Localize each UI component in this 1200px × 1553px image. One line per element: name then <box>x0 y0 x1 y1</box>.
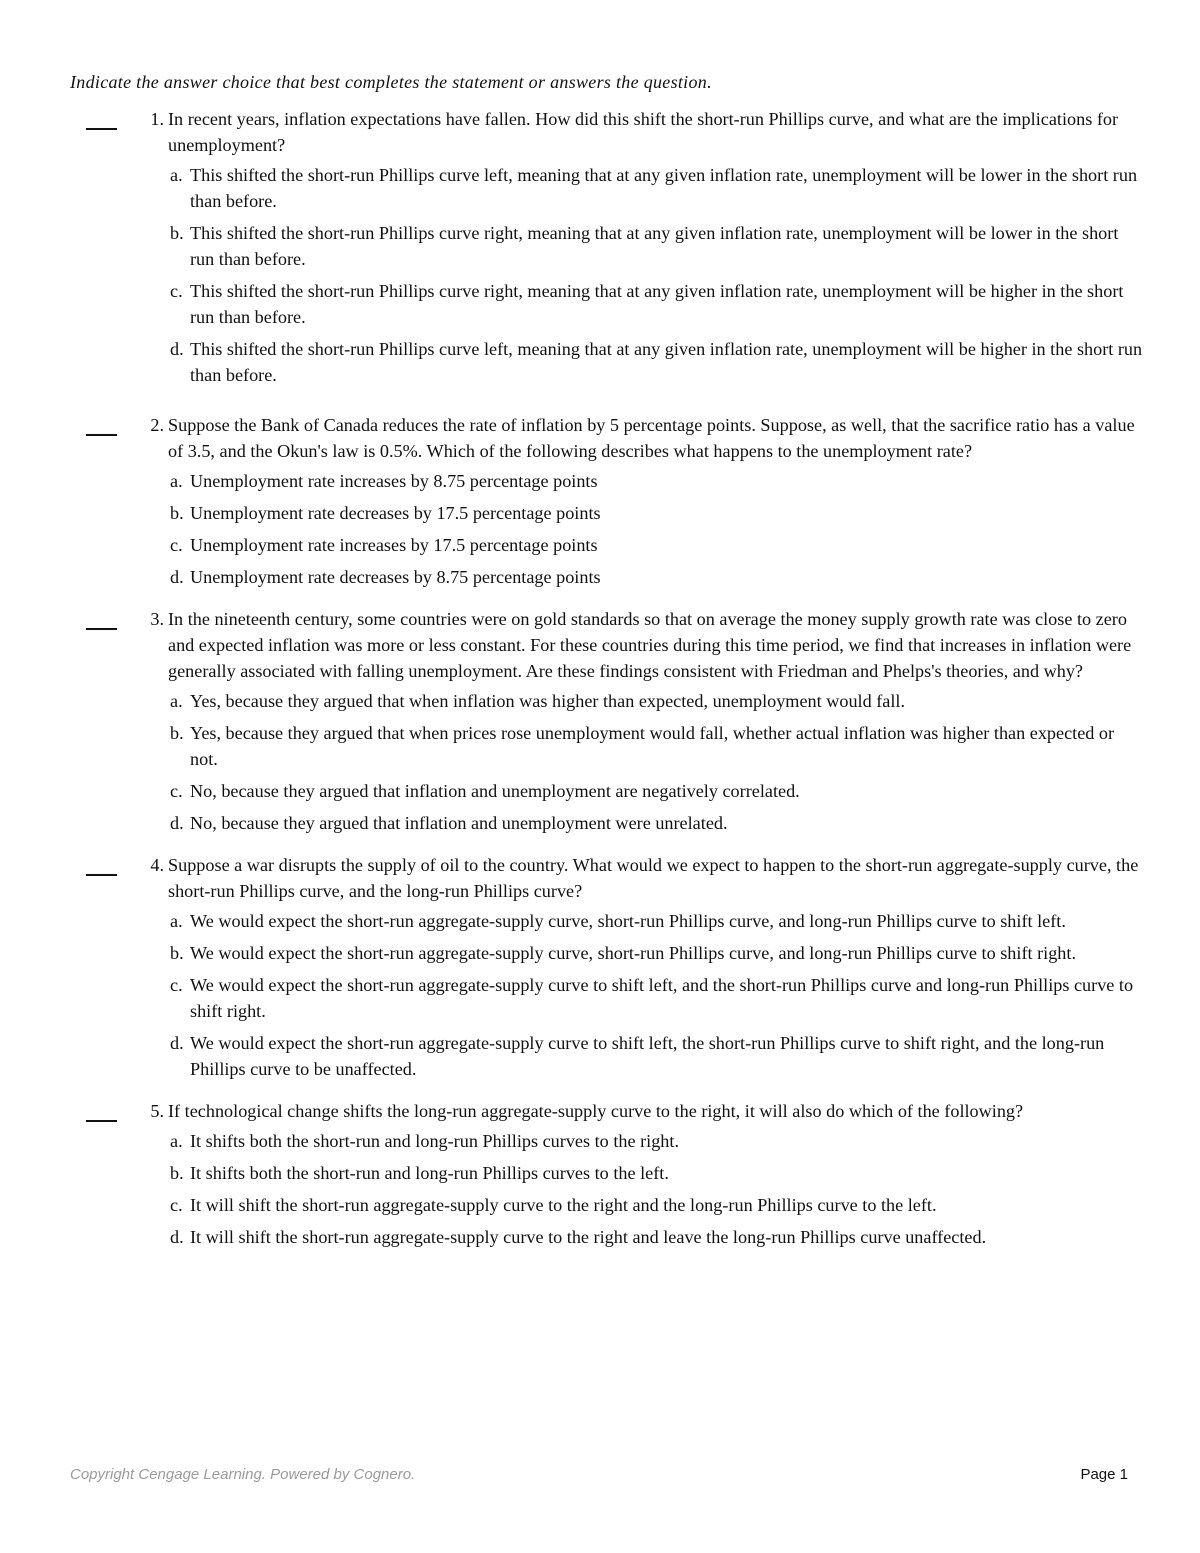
question-5 <box>86 1098 1146 1256</box>
question-body <box>168 852 1146 1088</box>
choice-a <box>168 162 1146 214</box>
choice-letter: b. <box>170 1163 184 1183</box>
question-3 <box>86 606 1146 842</box>
choice-c <box>168 1192 1146 1218</box>
choice-text: This shifted the short-run Phillips curve left, meaning that at any given inflation rate, unemployment will be higher in the short run than before. <box>190 339 1143 385</box>
choice-b <box>168 1160 1146 1186</box>
copyright-notice: Copyright Cengage Learning. Powered by Cognero. <box>70 1466 416 1483</box>
answer-blank[interactable] <box>86 128 117 130</box>
choice-text: We would expect the short-run aggregate-supply curve, short-run Phillips curve, and long-run Phillips curve to shift left. <box>190 911 1066 931</box>
choice-letter: a. <box>170 165 183 185</box>
choice-letter: c. <box>170 1195 183 1215</box>
choice-d <box>168 1224 1146 1250</box>
choice-letter: a. <box>170 1131 183 1151</box>
question-body <box>168 1098 1146 1256</box>
choice-letter: d. <box>170 567 184 587</box>
choice-letter: c. <box>170 781 183 801</box>
choice-text: It shifts both the short-run and long-run Phillips curves to the right. <box>190 1131 679 1151</box>
answer-blank[interactable] <box>86 1120 117 1122</box>
choice-a <box>168 688 1146 714</box>
question-body <box>168 606 1146 842</box>
question-stem: Suppose the Bank of Canada reduces the rate of inflation by 5 percentage points. Suppose, as well, that the sacrifice ratio has a value of 3.5, and the Okun's law is 0.5%. Which of the following describes what happens to the unemployment rate? <box>168 415 1135 461</box>
question-number: 2. <box>150 415 164 435</box>
choice-letter: b. <box>170 723 184 743</box>
choice-text: Unemployment rate increases by 17.5 percentage points <box>190 535 598 555</box>
choice-a <box>168 468 1146 494</box>
choice-text: It will shift the short-run aggregate-supply curve to the right and the long-run Phillips curve to the left. <box>190 1195 937 1215</box>
choice-a <box>168 1128 1146 1154</box>
answer-blank[interactable] <box>86 874 117 876</box>
choice-letter: d. <box>170 813 184 833</box>
choice-text: No, because they argued that inflation and unemployment are negatively correlated. <box>190 781 800 801</box>
choice-letter: d. <box>170 1227 184 1247</box>
question-list <box>86 106 1146 1256</box>
question-stem: In recent years, inflation expectations have fallen. How did this shift the short-run Phillips curve, and what are the implications for unemployment? <box>168 109 1119 155</box>
choice-letter: c. <box>170 281 183 301</box>
answer-blank[interactable] <box>86 434 117 436</box>
choice-b <box>168 500 1146 526</box>
choice-text: We would expect the short-run aggregate-supply curve to shift left, and the short-run Phillips curve and long-run Phillips curve to shift right. <box>190 975 1134 1021</box>
question-number: 4. <box>150 855 164 875</box>
question-stem: In the nineteenth century, some countries were on gold standards so that on average the money supply growth rate was close to zero and expected inflation was more or less constant. For these countries during this time period, we find that increases in inflation were generally associated with falling unemployment. Are these findings consistent with Friedman and Phelps's theories, and why? <box>168 609 1132 681</box>
choice-a <box>168 908 1146 934</box>
choice-letter: d. <box>170 1033 184 1053</box>
choice-text: Unemployment rate decreases by 8.75 percentage points <box>190 567 601 587</box>
choice-text: It shifts both the short-run and long-run Phillips curves to the left. <box>190 1163 669 1183</box>
choice-c <box>168 278 1146 330</box>
choice-letter: b. <box>170 943 184 963</box>
choice-letter: c. <box>170 535 183 555</box>
question-number: 3. <box>150 609 164 629</box>
choice-text: We would expect the short-run aggregate-supply curve to shift left, the short-run Phillips curve to shift right, and the long-run Phillips curve to be unaffected. <box>190 1033 1105 1079</box>
choice-text: This shifted the short-run Phillips curve right, meaning that at any given inflation rate, unemployment will be higher in the short run than before. <box>190 281 1124 327</box>
choice-text: This shifted the short-run Phillips curve left, meaning that at any given inflation rate, unemployment will be lower in the short run than before. <box>190 165 1138 211</box>
choice-text: Unemployment rate decreases by 17.5 percentage points <box>190 503 601 523</box>
question-2 <box>86 412 1146 596</box>
choice-text: Unemployment rate increases by 8.75 percentage points <box>190 471 598 491</box>
choice-b <box>168 720 1146 772</box>
question-number: 1. <box>150 109 164 129</box>
choice-letter: a. <box>170 471 183 491</box>
answer-blank[interactable] <box>86 628 117 630</box>
choice-c <box>168 778 1146 804</box>
choice-text: This shifted the short-run Phillips curve right, meaning that at any given inflation rate, unemployment will be lower in the short run than before. <box>190 223 1119 269</box>
question-stem: If technological change shifts the long-run aggregate-supply curve to the right, it will also do which of the following? <box>168 1101 1024 1121</box>
choice-c <box>168 972 1146 1024</box>
choice-d <box>168 810 1146 836</box>
choice-letter: d. <box>170 339 184 359</box>
choice-letter: b. <box>170 503 184 523</box>
question-number: 5. <box>150 1101 164 1121</box>
choice-d <box>168 336 1146 388</box>
choice-d <box>168 1030 1146 1082</box>
choice-letter: a. <box>170 691 183 711</box>
instructions: Indicate the answer choice that best completes the statement or answers the question. <box>70 72 712 92</box>
question-4 <box>86 852 1146 1088</box>
question-1 <box>86 106 1146 394</box>
choice-letter: c. <box>170 975 183 995</box>
choice-c <box>168 532 1146 558</box>
choice-d <box>168 564 1146 590</box>
choice-text: We would expect the short-run aggregate-supply curve, short-run Phillips curve, and long-run Phillips curve to shift right. <box>190 943 1076 963</box>
choice-text: It will shift the short-run aggregate-supply curve to the right and leave the long-run Phillips curve unaffected. <box>190 1227 987 1247</box>
choice-text: No, because they argued that inflation and unemployment were unrelated. <box>190 813 728 833</box>
choice-b <box>168 940 1146 966</box>
choice-text: Yes, because they argued that when inflation was higher than expected, unemployment would fall. <box>190 691 906 711</box>
question-body <box>168 106 1146 394</box>
question-stem: Suppose a war disrupts the supply of oil to the country. What would we expect to happen to the short-run aggregate-supply curve, the short-run Phillips curve, and the long-run Phillips curve? <box>168 855 1139 901</box>
choice-b <box>168 220 1146 272</box>
question-body <box>168 412 1146 596</box>
choice-text: Yes, because they argued that when prices rose unemployment would fall, whether actual inflation was higher than expected or not. <box>190 723 1115 769</box>
choice-letter: b. <box>170 223 184 243</box>
page-number: Page 1 <box>1080 1466 1128 1483</box>
choice-letter: a. <box>170 911 183 931</box>
